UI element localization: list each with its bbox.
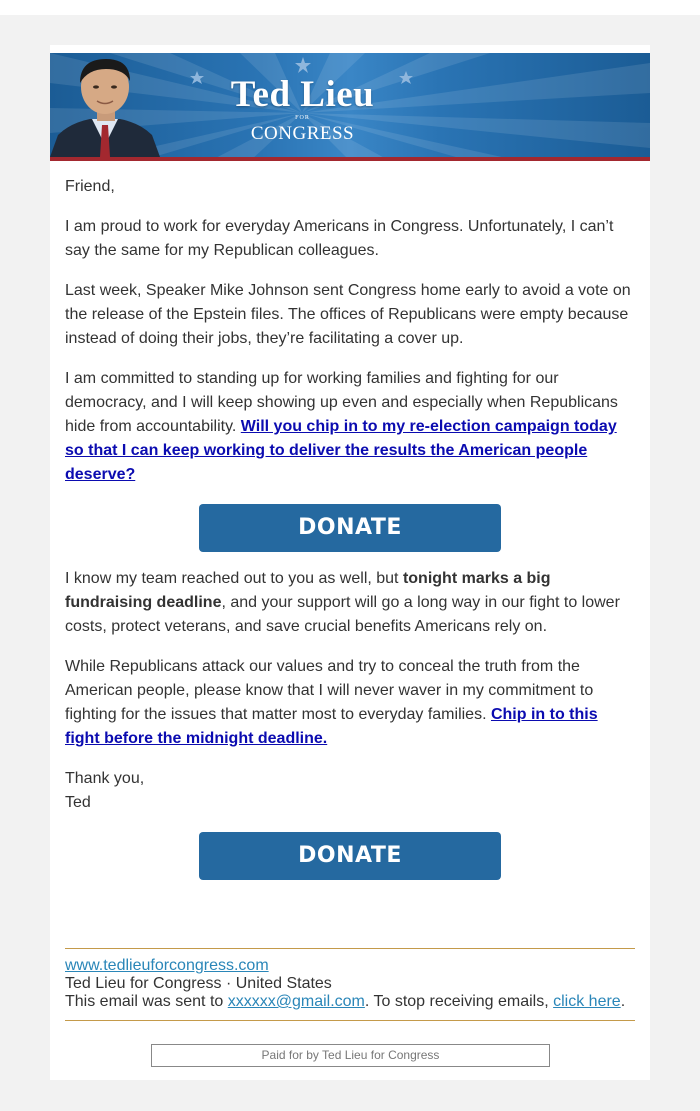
deadline-emphasis: tonight marks a big fundraising deadline <box>65 570 551 611</box>
donate-button[interactable]: DONATE <box>199 504 501 552</box>
signature: Ted <box>65 794 91 811</box>
logo-name: Ted Lieu <box>230 74 375 115</box>
email-card <box>50 45 650 1080</box>
sent-to-line: This email was sent to xxxxxx@gmail.com. To stop receiving emails, click here. <box>65 993 626 1010</box>
paragraph-4 <box>65 567 635 639</box>
logo-for: FOR <box>295 115 310 121</box>
header-banner <box>50 53 650 161</box>
paragraph-3 <box>65 367 635 487</box>
paragraph-1: I am proud to work for everyday Americans in Congress. Unfortunately, I can’t say the same for my Republican colleagues. <box>65 218 614 259</box>
unsubscribe-link[interactable]: click here <box>553 993 621 1010</box>
paragraph-5 <box>65 655 635 751</box>
paragraph-4-text: I know my team reached out to you as well, but <box>65 570 403 587</box>
paragraph-5-text: While Republicans attack our values and try to conceal the truth from the American people, please know that I will never waver in my commitment to fighting for the issues that matter most to everyday families. <box>65 658 594 723</box>
paragraph-3-text: I am committed to standing up for working families and fighting for our democracy, and I will keep showing up even and especially when Republicans hide from accountability. <box>65 370 618 435</box>
letter-body <box>65 175 635 487</box>
paragraph-2: Last week, Speaker Mike Johnson sent Congress home early to avoid a vote on the release of the Epstein files. The offices of Republicans were empty because instead of doing their jobs, they’re facilitating a cover up. <box>65 282 631 347</box>
header-red-line <box>50 157 650 161</box>
closing: Thank you, <box>65 770 145 787</box>
footer-divider-bottom <box>65 1020 635 1021</box>
candidate-portrait <box>50 53 160 157</box>
midnight-deadline-link[interactable]: Chip in to this fight before the midnight deadline. <box>65 706 598 747</box>
greeting: Friend, <box>65 178 115 195</box>
recipient-email-link[interactable]: xxxxxx@gmail.com <box>227 993 365 1010</box>
footer <box>65 957 635 1011</box>
chip-in-link[interactable]: Will you chip in to my re-election campaign today so that I can keep working to deliver the results the American people deserve? <box>65 418 617 483</box>
letter-body-continued <box>65 567 635 815</box>
donate-button-bottom[interactable]: DONATE <box>199 832 501 880</box>
org-line: Ted Lieu for Congress · United States <box>65 975 332 992</box>
website-link[interactable]: www.tedlieuforcongress.com <box>65 957 269 974</box>
paid-for-disclaimer: Paid for by Ted Lieu for Congress <box>151 1044 550 1067</box>
logo-congress: CONGRESS <box>250 123 355 144</box>
top-strip <box>0 0 700 15</box>
footer-divider-top <box>65 948 635 949</box>
paragraph-4-text-end: , and your support will go a long way in our fight to lower costs, protect veterans, and save crucial benefits Americans rely on. <box>65 594 620 635</box>
